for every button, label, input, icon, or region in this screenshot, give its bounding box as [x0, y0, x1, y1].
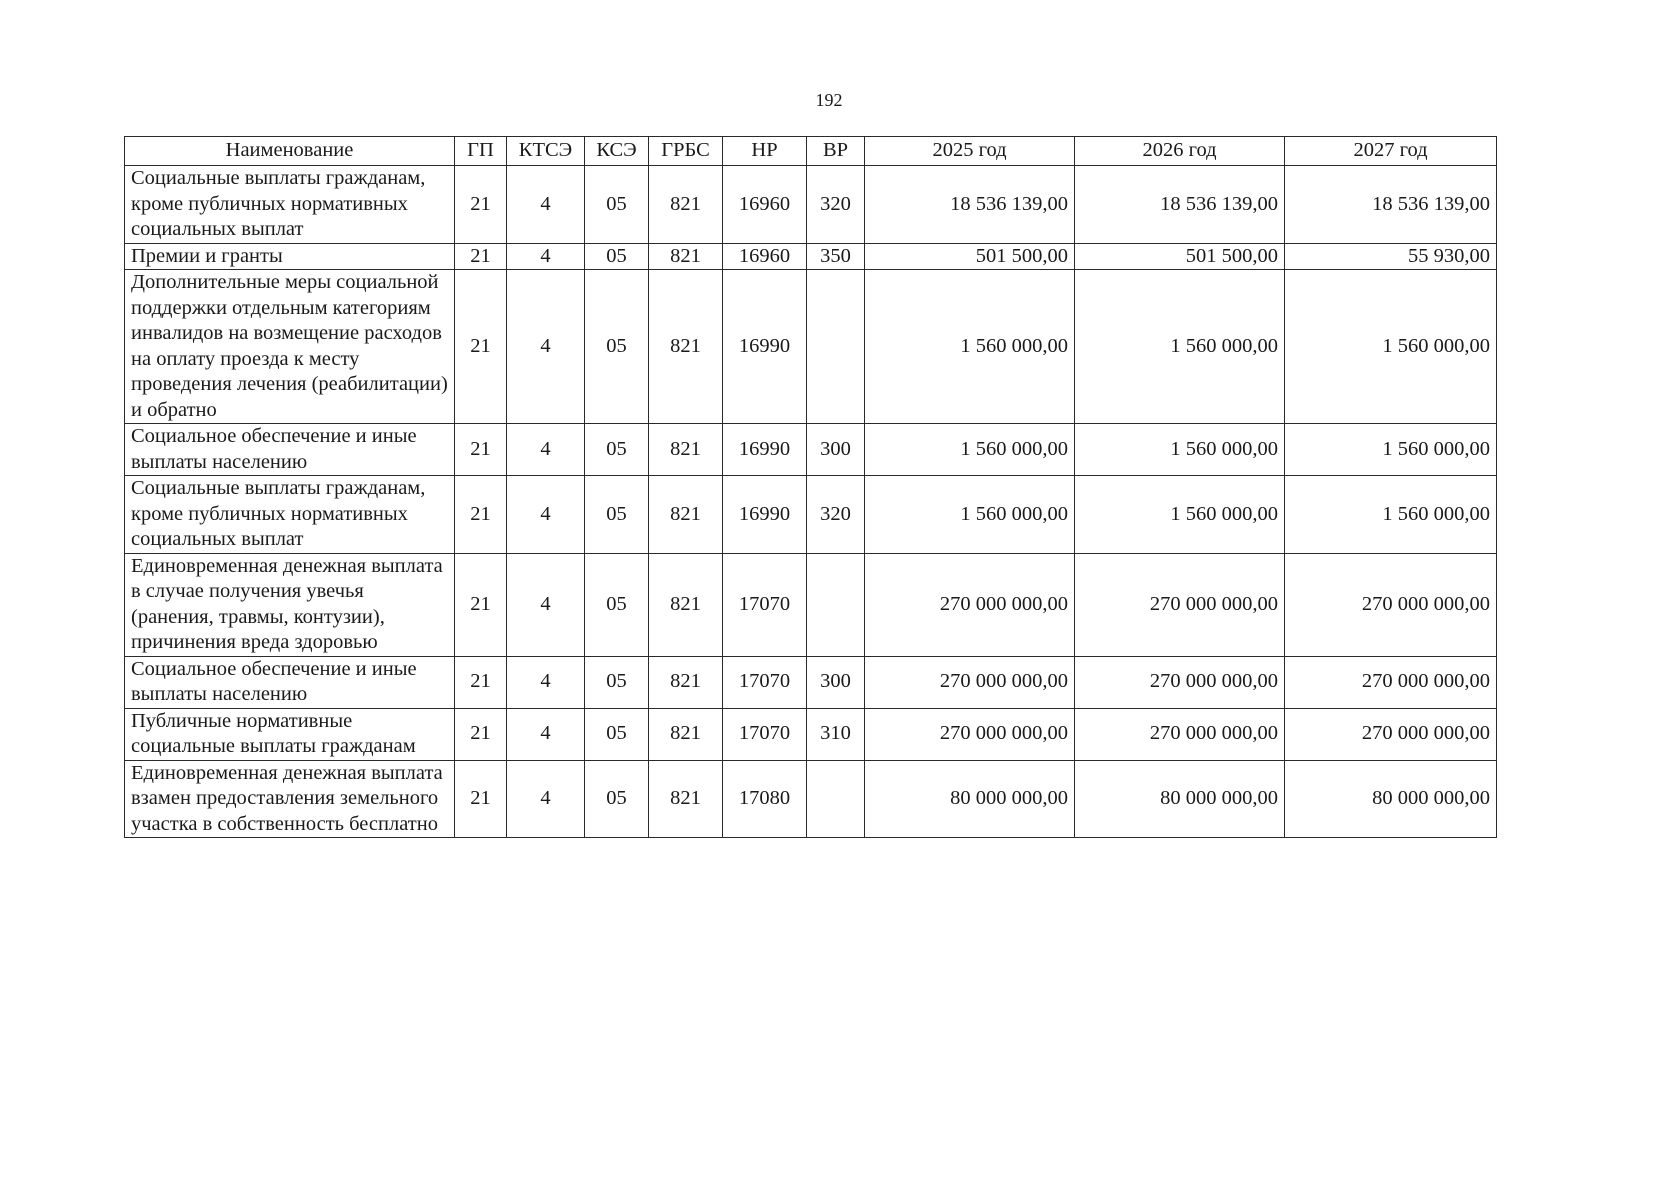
ktse-cell: 4: [507, 424, 585, 476]
amount-2026-cell: 501 500,00: [1075, 243, 1285, 270]
header-name: Наименование: [125, 137, 455, 166]
name-cell: Социальное обеспечение и иные выплаты населению: [125, 424, 455, 476]
name-cell: Социальные выплаты гражданам, кроме публичных нормативных социальных выплат: [125, 166, 455, 244]
grbs-cell: 821: [649, 760, 723, 838]
amount-2025-cell: 270 000 000,00: [865, 656, 1075, 708]
kse-cell: 05: [585, 243, 649, 270]
table-row: [125, 476, 1497, 554]
ktse-cell: 4: [507, 166, 585, 244]
gp-cell: 21: [455, 553, 507, 656]
amount-2025-cell: 80 000 000,00: [865, 760, 1075, 838]
vr-cell: 310: [807, 708, 865, 760]
table-row: [125, 708, 1497, 760]
grbs-cell: 821: [649, 656, 723, 708]
amount-2026-cell: 1 560 000,00: [1075, 270, 1285, 424]
amount-2025-cell: 18 536 139,00: [865, 166, 1075, 244]
gp-cell: 21: [455, 243, 507, 270]
header-nr: НР: [723, 137, 807, 166]
vr-cell: [807, 760, 865, 838]
grbs-cell: 821: [649, 243, 723, 270]
amount-2025-cell: 1 560 000,00: [865, 270, 1075, 424]
ktse-cell: 4: [507, 708, 585, 760]
grbs-cell: 821: [649, 476, 723, 554]
gp-cell: 21: [455, 270, 507, 424]
grbs-cell: 821: [649, 424, 723, 476]
vr-cell: 350: [807, 243, 865, 270]
amount-2027-cell: 18 536 139,00: [1285, 166, 1497, 244]
kse-cell: 05: [585, 760, 649, 838]
kse-cell: 05: [585, 166, 649, 244]
amount-2026-cell: 18 536 139,00: [1075, 166, 1285, 244]
amount-2027-cell: 1 560 000,00: [1285, 476, 1497, 554]
amount-2025-cell: 1 560 000,00: [865, 476, 1075, 554]
grbs-cell: 821: [649, 166, 723, 244]
table-header-row: [125, 137, 1497, 166]
vr-cell: 300: [807, 656, 865, 708]
kse-cell: 05: [585, 708, 649, 760]
amount-2025-cell: 1 560 000,00: [865, 424, 1075, 476]
name-cell: Дополнительные меры социальной поддержки отдельным категориям инвалидов на возмещение расходов на оплату проезда к месту проведения лечения (реабилитации) и обратно: [125, 270, 455, 424]
amount-2025-cell: 270 000 000,00: [865, 708, 1075, 760]
amount-2026-cell: 80 000 000,00: [1075, 760, 1285, 838]
gp-cell: 21: [455, 656, 507, 708]
kse-cell: 05: [585, 424, 649, 476]
amount-2027-cell: 1 560 000,00: [1285, 424, 1497, 476]
nr-cell: 17070: [723, 708, 807, 760]
ktse-cell: 4: [507, 760, 585, 838]
table-row: [125, 656, 1497, 708]
name-cell: Премии и гранты: [125, 243, 455, 270]
grbs-cell: 821: [649, 270, 723, 424]
name-cell: Публичные нормативные социальные выплаты гражданам: [125, 708, 455, 760]
amount-2026-cell: 270 000 000,00: [1075, 553, 1285, 656]
header-2026: 2026 год: [1075, 137, 1285, 166]
gp-cell: 21: [455, 424, 507, 476]
table-row: [125, 270, 1497, 424]
ktse-cell: 4: [507, 270, 585, 424]
grbs-cell: 821: [649, 708, 723, 760]
amount-2027-cell: 270 000 000,00: [1285, 708, 1497, 760]
header-2025: 2025 год: [865, 137, 1075, 166]
gp-cell: 21: [455, 760, 507, 838]
gp-cell: 21: [455, 476, 507, 554]
header-ktse: КТСЭ: [507, 137, 585, 166]
header-vr: ВР: [807, 137, 865, 166]
ktse-cell: 4: [507, 243, 585, 270]
name-cell: Единовременная денежная выплата в случае получения увечья (ранения, травмы, контузии), причинения вреда здоровью: [125, 553, 455, 656]
nr-cell: 17070: [723, 553, 807, 656]
header-kse: КСЭ: [585, 137, 649, 166]
vr-cell: [807, 553, 865, 656]
budget-table: [124, 136, 1497, 838]
vr-cell: 320: [807, 476, 865, 554]
name-cell: Единовременная денежная выплата взамен предоставления земельного участка в собственность бесплатно: [125, 760, 455, 838]
kse-cell: 05: [585, 270, 649, 424]
ktse-cell: 4: [507, 476, 585, 554]
header-2027: 2027 год: [1285, 137, 1497, 166]
table-row: [125, 243, 1497, 270]
amount-2027-cell: 1 560 000,00: [1285, 270, 1497, 424]
table-row: [125, 760, 1497, 838]
table-row: [125, 166, 1497, 244]
nr-cell: 17080: [723, 760, 807, 838]
vr-cell: 300: [807, 424, 865, 476]
nr-cell: 16990: [723, 476, 807, 554]
vr-cell: 320: [807, 166, 865, 244]
nr-cell: 16990: [723, 270, 807, 424]
kse-cell: 05: [585, 476, 649, 554]
ktse-cell: 4: [507, 656, 585, 708]
table-row: [125, 553, 1497, 656]
amount-2027-cell: 270 000 000,00: [1285, 553, 1497, 656]
amount-2025-cell: 501 500,00: [865, 243, 1075, 270]
kse-cell: 05: [585, 553, 649, 656]
nr-cell: 17070: [723, 656, 807, 708]
name-cell: Социальные выплаты гражданам, кроме публичных нормативных социальных выплат: [125, 476, 455, 554]
amount-2027-cell: 80 000 000,00: [1285, 760, 1497, 838]
amount-2026-cell: 270 000 000,00: [1075, 708, 1285, 760]
header-gp: ГП: [455, 137, 507, 166]
nr-cell: 16960: [723, 243, 807, 270]
amount-2026-cell: 1 560 000,00: [1075, 476, 1285, 554]
header-grbs: ГРБС: [649, 137, 723, 166]
amount-2026-cell: 270 000 000,00: [1075, 656, 1285, 708]
nr-cell: 16990: [723, 424, 807, 476]
grbs-cell: 821: [649, 553, 723, 656]
amount-2026-cell: 1 560 000,00: [1075, 424, 1285, 476]
vr-cell: [807, 270, 865, 424]
page-number: 192: [815, 90, 843, 110]
amount-2027-cell: 55 930,00: [1285, 243, 1497, 270]
ktse-cell: 4: [507, 553, 585, 656]
kse-cell: 05: [585, 656, 649, 708]
name-cell: Социальное обеспечение и иные выплаты населению: [125, 656, 455, 708]
gp-cell: 21: [455, 166, 507, 244]
gp-cell: 21: [455, 708, 507, 760]
nr-cell: 16960: [723, 166, 807, 244]
amount-2027-cell: 270 000 000,00: [1285, 656, 1497, 708]
table-row: [125, 424, 1497, 476]
amount-2025-cell: 270 000 000,00: [865, 553, 1075, 656]
